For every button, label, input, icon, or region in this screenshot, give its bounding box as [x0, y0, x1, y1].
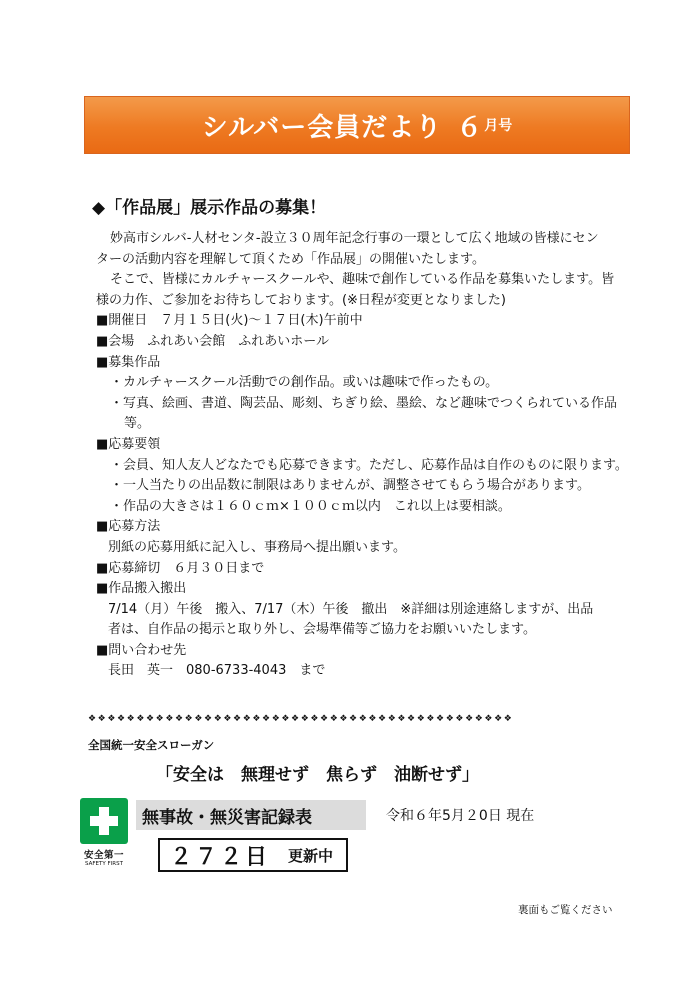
list-item-continued: 等。 [124, 416, 151, 432]
section-heading: ◆「作品展」展示作品の募集！ [92, 198, 327, 218]
diamond-divider: ❖❖❖❖❖❖❖❖❖❖❖❖❖❖❖❖❖❖❖❖❖❖❖❖❖❖❖❖❖❖❖❖❖❖❖❖❖❖❖❖❖❖❖❖ [88, 714, 514, 724]
body-line: ターの活動内容を理解して頂くため「作品展」の開催いたします。 [96, 251, 485, 267]
body-line: そこで、皆様にカルチャースクールや、趣味で創作している作品を募集いたします。皆 [110, 272, 615, 288]
footer-note: 裏面もご覧ください [518, 904, 613, 916]
list-item: ・カルチャースクール活動での創作品。或いは趣味で作ったもの。 [110, 375, 499, 391]
newsletter-month: ６ [456, 112, 483, 143]
body-line: 妙高市シルバ-人材センタ-設立３０周年記念行事の一環として広く地域の皆様にセン [110, 231, 599, 246]
badge-label: 安全第一 [83, 850, 124, 861]
body-line: 様の力作、ご参加をお待ちしております。(※日程が変更となりました) [96, 292, 506, 308]
record-date: 令和６年5月２0日 現在 [386, 808, 535, 824]
body-line: 者は、自作品の掲示と取り外し、会場準備等ご協力をお願いいたします。 [108, 622, 536, 638]
record-counter [158, 838, 348, 872]
safety-first-badge [80, 798, 128, 868]
record-status: 更新中 [288, 846, 334, 865]
safety-slogan: 「安全は 無理せず 焦らず 油断せず」 [156, 765, 479, 785]
event-date: ■開催日 ７月１５日(火)～１７日(木)午前中 [96, 313, 363, 329]
announcement-body [96, 229, 636, 682]
newsletter-month-suffix: 月号 [484, 118, 513, 134]
record-days: ２７２日 [170, 844, 271, 870]
list-item: ・一人当たりの出品数に制限はありませんが、調整させてもらう場合があります。 [110, 478, 590, 494]
section-label: ■問い合わせ先 [96, 642, 187, 658]
section-label: ■応募方法 [96, 519, 161, 535]
slogan-title: 全国統一安全スローガン [88, 738, 215, 752]
list-item: ・写真、絵画、書道、陶芸品、彫刻、ちぎり絵、墨絵、など趣味でつくられている作品 [110, 395, 618, 411]
section-label: ■応募要領 [96, 436, 161, 452]
title-banner [84, 96, 630, 154]
event-venue: ■会場 ふれあい会館 ふれあいホール [96, 333, 330, 349]
record-title: 無事故・無災害記録表 [136, 800, 366, 830]
list-item: ・会員、知人友人どなたでも応募できます。ただし、応募作品は自作のものに限ります。 [110, 457, 628, 473]
green-cross-icon [80, 798, 128, 844]
section-label: ■作品搬入搬出 [96, 581, 187, 597]
body-line: 別紙の応募用紙に記入し、事務局へ提出願います。 [108, 539, 406, 555]
list-item: ・作品の大きさは１６０ｃｍ×１００ｃｍ以内 これ以上は要相談。 [110, 498, 511, 514]
badge-label-en: SAFETY FIRST [85, 861, 123, 867]
contact-info: 長田 英一 080-6733-4043 まで [108, 663, 326, 679]
newsletter-title: シルバー会員だより [201, 112, 443, 143]
section-label: ■募集作品 [96, 354, 161, 370]
deadline: ■応募締切 ６月３０日まで [96, 560, 265, 576]
body-line: 7/14（月）午後 搬入、7/17（木）午後 撤出 ※詳細は別途連絡しますが、出品 [108, 601, 594, 617]
